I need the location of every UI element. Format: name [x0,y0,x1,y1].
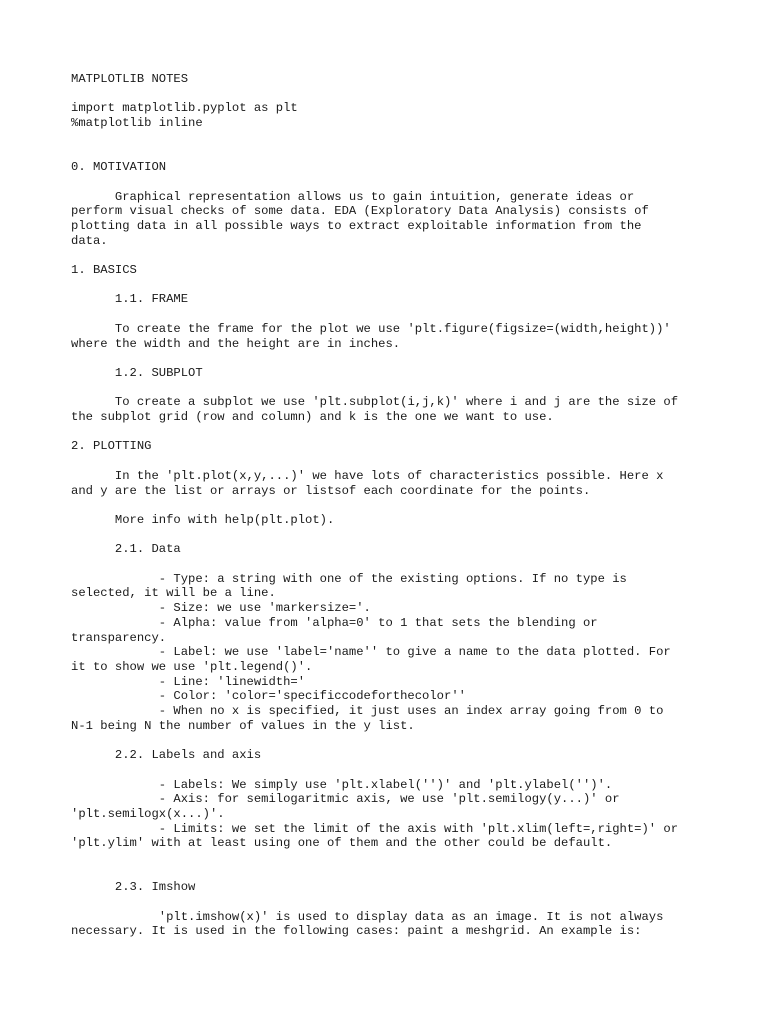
text-line: import matplotlib.pyplot as plt [71,101,298,116]
text-line: 2. PLOTTING [71,439,152,454]
blank-line [71,425,701,440]
text-line: - Size: we use 'markersize='. [71,601,371,616]
blank-line [71,851,701,866]
text-line: - Type: a string with one of the existing options. If no type is [71,571,627,586]
text-line: the subplot grid (row and column) and k is the one we want to use. [71,410,554,425]
text-line: To create a subplot we use 'plt.subplot(i,j,k)' where i and j are the size of [71,395,679,410]
text-line: where the width and the height are in inches. [71,336,401,351]
text-line: - Axis: for semilogaritmic axis, we use 'plt.semilogy(y...)' or [71,792,620,807]
blank-line [71,454,701,469]
text-line: - Alpha: value from 'alpha=0' to 1 that sets the blending or [71,615,598,630]
text-line: selected, it will be a line. [71,586,276,601]
blank-line [71,145,701,160]
blank-line [71,528,701,543]
blank-line [71,866,701,881]
text-line: N-1 being N the number of values in the y list. [71,718,415,733]
text-line: In the 'plt.plot(x,y,...)' we have lots of characteristics possible. Here x [71,468,664,483]
text-line: necessary. It is used in the following cases: paint a meshgrid. An example is: [71,924,642,939]
text-line: 1. BASICS [71,263,137,278]
text-line: - Limits: we set the limit of the axis with 'plt.xlim(left=,right=)' or [71,821,679,836]
text-line: - Color: 'color='specificcodeforthecolor'' [71,689,466,704]
text-line: 2.3. Imshow [71,880,196,895]
blank-line [71,733,701,748]
blank-line [71,307,701,322]
text-line: - Line: 'linewidth=' [71,674,306,689]
text-line: More info with help(plt.plot). [71,512,335,527]
text-line: and y are the list or arrays or listsof each coordinate for the points. [71,483,591,498]
text-line: plotting data in all possible ways to extract exploitable information from the [71,218,642,233]
text-line: Graphical representation allows us to gain intuition, generate ideas or [71,189,635,204]
text-line: 'plt.semilogx(x...)'. [71,806,225,821]
text-line: perform visual checks of some data. EDA (Exploratory Data Analysis) consists of [71,204,649,219]
text-line: 1.1. FRAME [71,292,189,307]
blank-line [71,557,701,572]
blank-line [71,248,701,263]
blank-line [71,131,701,146]
blank-line [71,895,701,910]
text-line: 'plt.imshow(x)' is used to display data as an image. It is not always [71,909,664,924]
blank-line [71,87,701,102]
text-line: MATPLOTLIB NOTES [71,72,189,86]
text-line: - Labels: We simply use 'plt.xlabel('')' and 'plt.ylabel('')'. [71,777,613,792]
blank-line [71,381,701,396]
text-line: data. [71,233,108,248]
text-line: 0. MOTIVATION [71,160,167,175]
text-line: %matplotlib inline [71,116,203,131]
blank-line [71,175,701,190]
text-line: To create the frame for the plot we use 'plt.figure(figsize=(width,height))' [71,321,671,336]
blank-line [71,351,701,366]
text-line: - When no x is specified, it just uses an index array going from 0 to [71,704,664,719]
text-line: 2.1. Data [71,542,181,557]
text-line: it to show we use 'plt.legend()'. [71,659,313,674]
blank-line [71,278,701,293]
text-line: - Label: we use 'label='name'' to give a name to the data plotted. For [71,645,671,660]
text-line: 2.2. Labels and axis [71,748,262,763]
blank-line [71,763,701,778]
text-line: transparency. [71,630,167,645]
document-body [71,72,701,939]
text-line: 1.2. SUBPLOT [71,365,203,380]
blank-line [71,498,701,513]
text-line: 'plt.ylim' with at least using one of them and the other could be default. [71,836,613,851]
